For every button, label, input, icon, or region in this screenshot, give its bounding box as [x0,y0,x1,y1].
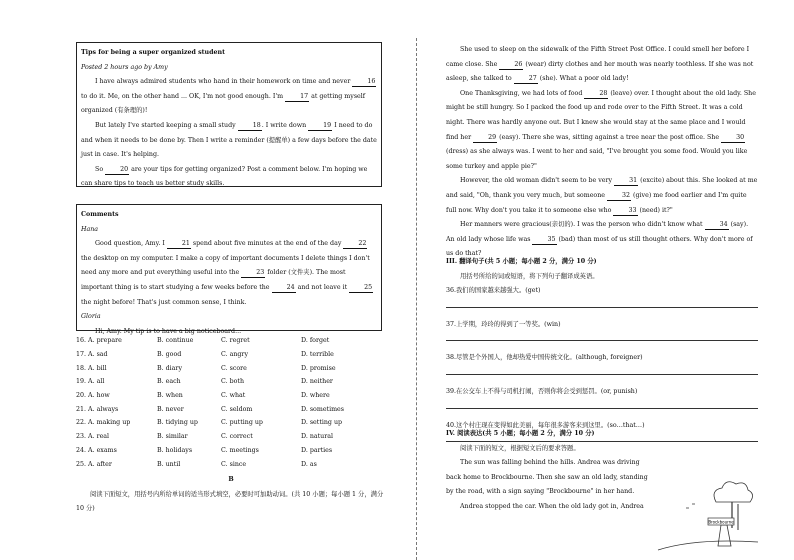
blank-35: 35 [532,235,556,245]
post-paragraph-3 [81,163,377,192]
section-b-instructions: 阅读下面短文，用括号内所给单词的适当形式填空，必要时可加助动词。(共 10 小题；每小题 1 分，满分 10 分) [76,490,384,513]
story-paragraph-2 [446,87,758,175]
blank-22: 22 [343,239,367,249]
text: at getting myself organized (有条理的)! [81,92,366,115]
comments-box [76,204,382,335]
option-row [76,444,396,458]
option: B. each [157,378,181,386]
blank-18: 18 [238,121,262,131]
text: (wear) dirty clothes and her mouth was nearly toothless. If she was not asleep, she talked to [446,60,754,83]
sign-text: Brockbourne [708,519,734,525]
option-row [76,389,396,403]
text: (dress) as she always was. I went to her and said, "I've brought you some food. Would you like some turkey and apple pie?" [446,148,748,170]
text: folder (文件夹). The most important thing is to start studying a few weeks before the [81,269,346,291]
text: and not leave it [297,283,348,291]
option: B. never [157,405,184,413]
post-paragraph-1 [81,75,377,119]
question-36: 36.我们的国家越来越强大。(get) [446,287,541,295]
blank-23: 23 [241,268,265,278]
text: Good question, Amy. I [95,240,165,248]
blank-25: 25 [349,283,373,293]
option: C. angry [221,351,249,359]
old-lady-roadside-illustration [656,480,760,560]
text: (give) me food earlier and I'm quite full now. Why don't you take it to someone else who [446,191,747,214]
option: D. setting up [301,419,343,427]
option: B. continue [157,337,194,345]
option: D. parties [301,446,333,454]
comment-gloria: Hi, Amy. My tip is to have a big noticeboard... [95,327,242,335]
section-4-instructions: 阅读下面的短文，根据短文后的要求答题。 [460,444,580,452]
text: She used to sleep on the sidewalk of the Fifth Street Post Office. I could smell her before I came close. She [446,46,750,68]
blog-post-box [76,42,382,187]
option-row [76,402,396,416]
option: B. when [157,392,183,400]
blank-19: 19 [308,121,332,131]
option-row [76,430,396,444]
comment-hana [81,237,377,310]
option-row [76,348,396,362]
section-b-heading: B [228,476,234,483]
option: D. promise [301,364,336,372]
text: However, the old woman didn't seem to be very [460,177,613,185]
answer-line[interactable] [446,366,758,375]
blank-31: 31 [614,176,638,186]
comment-author-hana: Hana [81,225,99,233]
post-meta: Posted 2 hours ago by Amy [81,63,168,71]
text: . I write down [261,121,307,129]
option: C. regret [221,337,250,345]
blank-29: 29 [473,133,497,143]
reading-paragraph-1: The sun was falling behind the hills. Andrea was driving back home to Brockbourne. Then she saw an old lady, standing by the road, with a sign saying "Brockbourne" in her hand. [446,459,648,496]
answer-line[interactable] [446,299,758,308]
blank-33: 33 [613,206,637,216]
blank-20: 20 [105,165,129,175]
text: (excite) about this. She looked at me and said, "Oh, thank you very much, but someone [446,177,758,199]
post-title: Tips for being a super organized student [81,49,226,56]
text: I need to do and when it needs to be done by. Then I write a reminder (提醒单) a few days before the date just in case. It's helping. [81,121,377,159]
option: D. sometimes [301,405,345,413]
text: (bad) than most of us still thought others. Why don't more of us do that? [446,235,753,258]
text: I have always admired students who hand in their homework on time and never [95,78,351,86]
question-40: 40.这个村庄现在变得如此美丽，每年很多游客来到这里。(so…that…) [446,421,645,429]
text: are your tips for getting organized? Post a comment below. I'm hoping we can share tips to teach us better study skills. [81,165,368,188]
option: C. both [221,378,245,386]
option: D. forget [301,337,330,345]
option: 19. A. all [76,378,105,386]
blank-32: 32 [607,191,631,201]
option: C. correct [221,433,253,441]
answer-options [76,334,396,471]
question-38: 38.尽管是个外国人，他却热爱中国传统文化。(although, foreigner) [446,354,643,362]
option: B. holidays [157,446,193,454]
text: (easy). There she was, sitting against a tree near the post office. She [499,133,720,141]
section-3 [446,255,758,442]
option: D. natural [301,433,334,441]
option: 23. A. real [76,433,110,441]
option: B. tidying up [157,419,198,427]
blank-28: 28 [584,89,608,99]
blank-27: 27 [514,74,538,84]
option: 16. A. prepare [76,337,122,345]
blank-26: 26 [499,60,523,70]
option: 22. A. making up [76,419,131,427]
text: spend about five minutes at the end of the day [192,240,342,248]
blank-30: 30 [721,133,745,143]
text: Her manners were gracious(亲切的). I was the person who didn't know what [460,221,703,229]
text: (leave) over. I thought about the old lady. She might be still hungry. So I packed the food up and rode over to the Fifth Street. It was a cold night. There was hardly anyone out. But I knew she would stay at the same place and I would find her [446,89,756,141]
option: 20. A. how [76,392,110,400]
answer-line[interactable] [446,400,758,409]
reading-paragraph-2: Andrea stopped the car. When the old lady got in, Andrea [460,502,644,510]
option: 21. A. always [76,405,119,413]
option: 25. A. after [76,460,112,468]
option-row [76,457,396,471]
section-b [76,473,386,517]
option: D. terrible [301,351,334,359]
text: to do it. Me, on the other hand ... OK, I'm not good enough. I'm [81,92,284,100]
option: C. score [221,364,247,372]
comment-author-gloria: Gloria [81,313,101,321]
story-paragraph-3 [446,174,758,218]
option: C. what [221,392,246,400]
option: B. diary [157,364,182,372]
text: One Thanksgiving, we had lots of food [460,89,583,97]
story-passage [446,43,758,262]
blank-16: 16 [352,77,376,87]
text: But lately I've started keeping a small study [95,121,236,129]
option: D. where [301,392,330,400]
option: 24. A. exams [76,446,117,454]
blank-24: 24 [272,283,296,293]
option: 18. A. bill [76,364,107,372]
question-39: 39.在公交车上不得与司机打闹，否则你将会受到惩罚。(or, punish) [446,387,638,395]
option: B. until [157,460,181,468]
text: the night before! That's just common sense, I think. [81,298,247,306]
section-4-heading: IV. 阅读表达(共 5 小题；每小题 2 分，满分 10 分) [446,430,595,437]
text: the desktop on my computer. I make a copy of important documents I delete things I don't need any more and put everything useful into the [81,254,370,277]
option-row [76,416,396,430]
text: So [95,165,104,173]
blank-34: 34 [705,220,729,230]
section-3-instructions: 用括号所给的词或短语，将下列句子翻译成英语。 [460,272,599,280]
comments-title: Comments [81,211,119,218]
column-divider [416,38,417,560]
option-row [76,334,396,348]
option: B. similar [157,433,188,441]
option-row [76,361,396,375]
option: C. seldom [221,405,253,413]
option: D. neither [301,378,333,386]
post-paragraph-2 [81,119,377,163]
section-3-heading: III. 翻译句子(共 5 小题；每小题 2 分，满分 10 分) [446,258,597,265]
option: C. since [221,460,247,468]
question-37: 37.上学期，玲玲的得到了一等奖。(win) [446,320,561,328]
option: C. meetings [221,446,259,454]
text: (say). An old lady whose life was [446,221,749,243]
blank-21: 21 [167,239,191,249]
option: 17. A. sad [76,351,108,359]
option: C. putting up [221,419,263,427]
option: B. good [157,351,182,359]
blank-17: 17 [285,92,309,102]
option-row [76,375,396,389]
story-paragraph-1 [446,43,758,87]
text: (need) it?" [639,206,673,214]
option: D. as [301,460,317,468]
answer-line[interactable] [446,332,758,341]
text: (she). What a poor old lady! [539,75,629,83]
